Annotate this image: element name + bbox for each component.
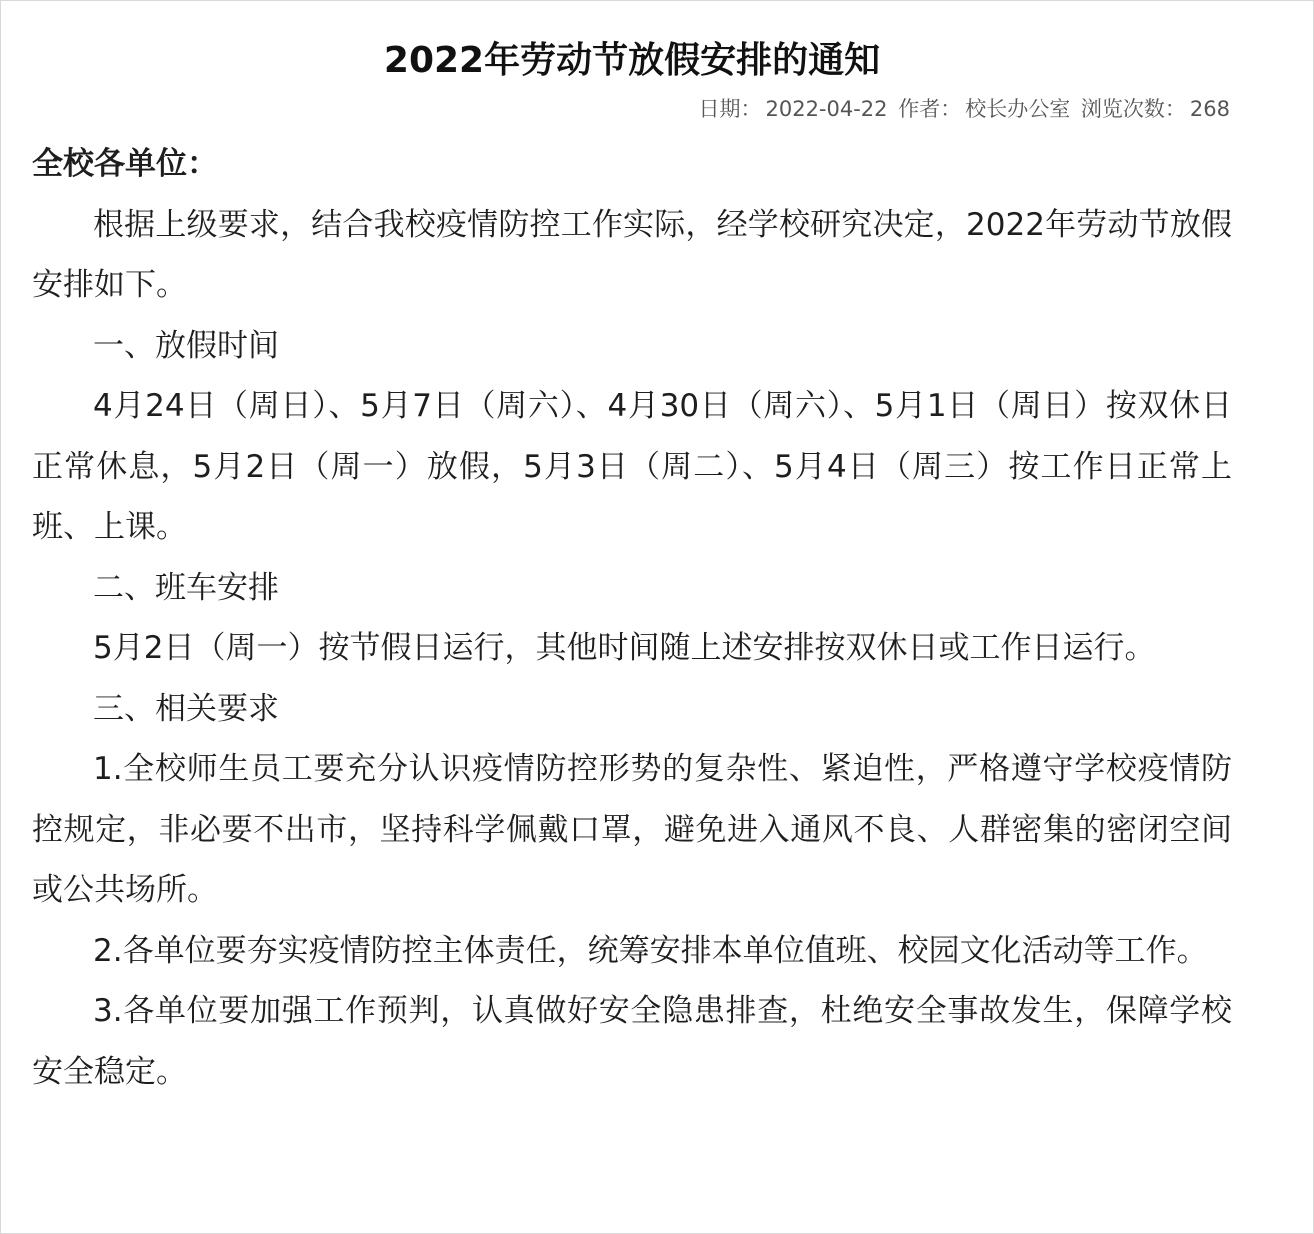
date-value: 2022-04-22 [765,97,888,121]
notice-title: 2022年劳动节放假安排的通知 [383,40,881,81]
shuttle-paragraph: 5月2日（周一）按节假日运行，其他时间随上述安排按双休日或工作日运行。 [93,630,1156,666]
salutation: 全校各单位： [32,146,218,182]
holiday-time-paragraph: 4月24日（周日）、5月7日（周六）、4月30日（周六）、5月1日（周日）按双休日正常休息，5月2日（周一）放假，5月3日（周二）、5月4日（周三）按工作日正常上班、上课。 [32,388,1232,545]
section-heading-holiday-time: 一、放假时间 [93,327,279,364]
section-heading-requirements: 三、相关要求 [93,690,279,727]
views-label: 浏览次数： [1080,97,1186,121]
requirement-item-2: 2.各单位要夯实疫情防控主体责任，统筹安排本单位值班、校园文化活动等工作。 [93,932,1208,969]
views-value: 268 [1189,97,1230,121]
author-label: 作者： [898,97,962,121]
section-heading-shuttle: 二、班车安排 [93,569,279,606]
requirement-item-3: 3.各单位要加强工作预判，认真做好安全隐患排查，杜绝安全事故发生，保障学校安全稳定。 [32,993,1232,1090]
date-label: 日期： [698,97,762,121]
notice-body [32,134,1232,1102]
notice-meta [694,94,1230,124]
author-value: 校长办公室 [965,97,1071,121]
requirement-item-1: 1.全校师生员工要充分认识疫情防控形势的复杂性、紧迫性，严格遵守学校疫情防控规定，非必要不出市，坚持科学佩戴口罩，避免进入通风不良、人群密集的密闭空间或公共场所。 [32,751,1232,908]
intro-paragraph: 根据上级要求，结合我校疫情防控工作实际，经学校研究决定，2022年劳动节放假安排如下。 [32,206,1232,303]
